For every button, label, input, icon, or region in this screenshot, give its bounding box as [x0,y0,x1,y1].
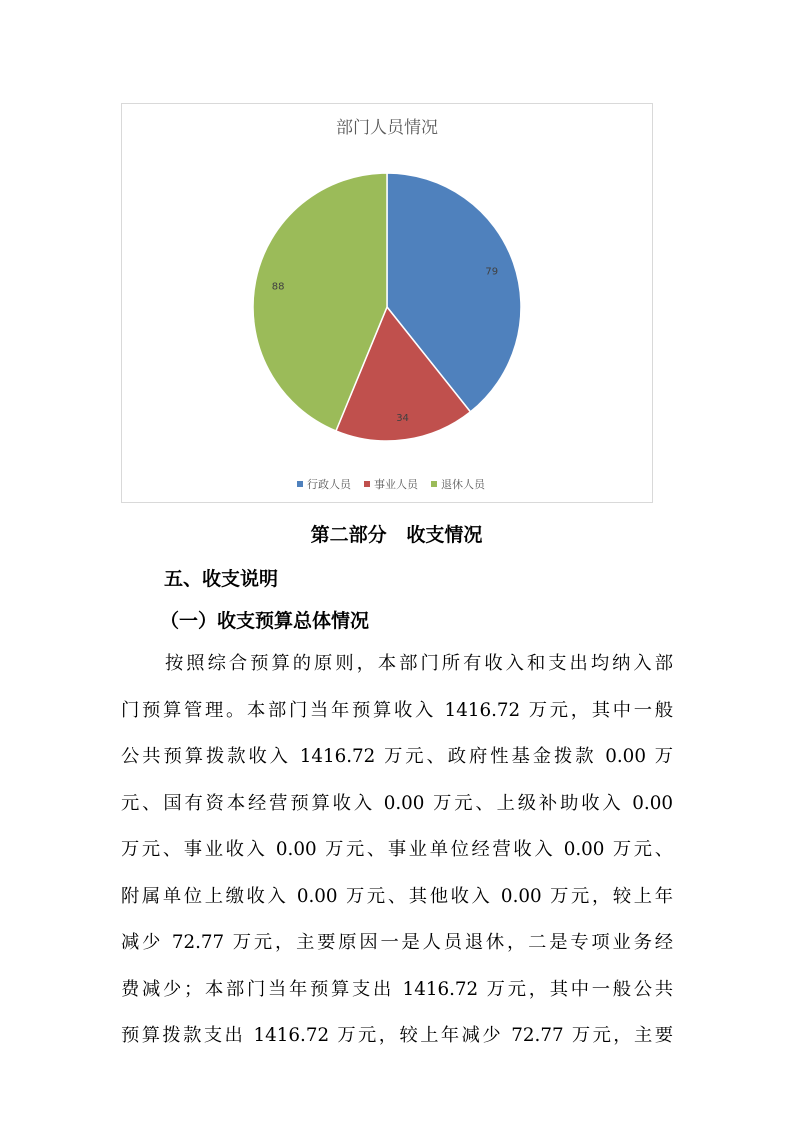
slice-value-label: 34 [396,412,409,424]
body-line: 门预算管理。本部门当年预算收入 1416.72 万元，其中一般 [121,699,673,721]
body-line: 附属单位上缴收入 0.00 万元、其他收入 0.00 万元，较上年 [121,885,673,907]
legend-swatch [364,481,370,487]
body-line: 公共预算拨款收入 1416.72 万元、政府性基金拨款 0.00 万 [121,746,673,767]
body-line: 费减少；本部门当年预算支出 1416.72 万元，其中一般公共 [121,978,673,1000]
legend-swatch [297,481,303,487]
body-paragraph [121,641,673,1060]
pie-chart-canvas [122,104,652,502]
body-line: 元、国有资本经营预算收入 0.00 万元、上级补助收入 0.00 [121,792,673,814]
legend-label: 事业人员 [374,478,418,491]
body-line: 按照综合预算的原则，本部门所有收入和支出均纳入部 [165,653,673,674]
staff-pie-chart [121,103,653,503]
body-line: 减少 72.77 万元，主要原因一是人员退休，二是专项业务经 [121,932,673,953]
legend-label: 退休人员 [441,478,485,491]
body-line: 万元、事业收入 0.00 万元、事业单位经营收入 0.00 万元、 [121,839,673,860]
part-heading: 第二部分 收支情况 [310,524,483,546]
section-heading: 五、收支说明 [164,568,279,590]
legend-label: 行政人员 [307,478,351,491]
legend-swatch [431,481,437,487]
slice-value-label: 79 [485,266,499,278]
body-line: 预算拨款支出 1416.72 万元，较上年减少 72.77 万元，主要 [121,1025,673,1046]
slice-value-label: 88 [271,281,285,293]
sub-heading: （一）收支预算总体情况 [160,610,370,632]
chart-title: 部门人员情况 [336,118,438,138]
